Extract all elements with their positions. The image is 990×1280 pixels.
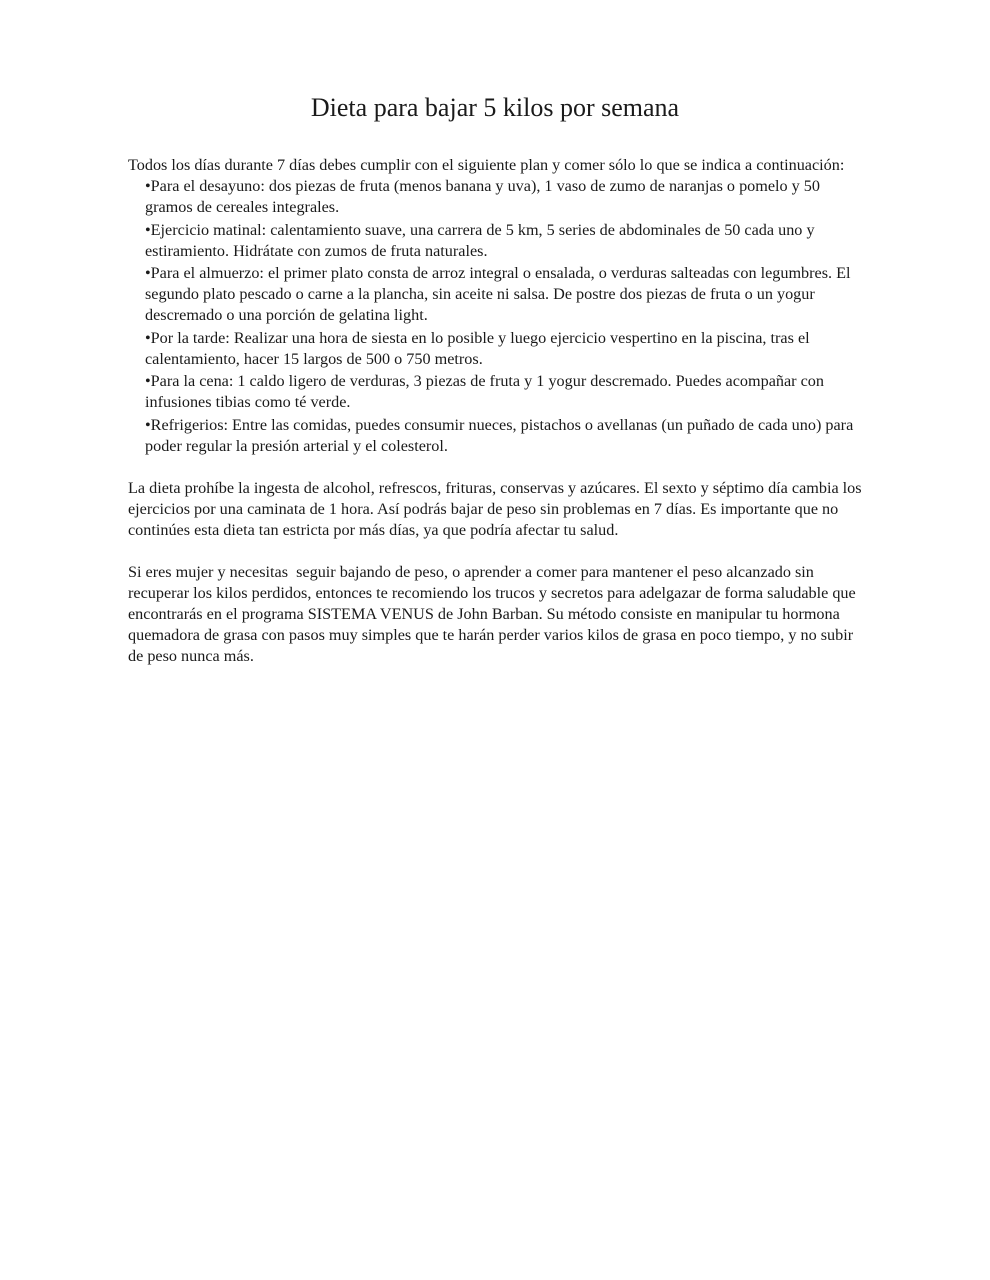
bullet-icon: • (145, 264, 151, 282)
list-item-text: Refrigerios: Entre las comidas, puedes consumir nueces, pistachos o avellanas (un puñado de cada uno) para poder regular la presión arterial y el colesterol. (145, 415, 854, 455)
recommendation-paragraph: Si eres mujer y necesitas seguir bajando de peso, o aprender a comer para mantener el peso alcanzado sin recuperar los kilos perdidos, entonces te recomiendo los trucos y secretos para adelgazar de forma saludable que encontrarás en el programa SISTEMA VENUS de John Barban. Su método consiste en manipular tu hormona quemadora de grasa con pasos muy simples que te harán perder varios kilos de grasa en poco tiempo, y no subir de peso nunca más. (128, 562, 860, 665)
bullet-icon: • (145, 372, 151, 390)
list-item-text: Para el desayuno: dos piezas de fruta (menos banana y uva), 1 vaso de zumo de naranjas o pomelo y 50 gramos de cereales integrales. (145, 177, 820, 216)
bullet-icon: • (145, 415, 151, 434)
list-item-dinner (145, 371, 860, 413)
intro-paragraph: Todos los días durante 7 días debes cumplir con el siguiente plan y comer sólo lo que se indica a continuación: (128, 156, 845, 174)
list-item-text: Para el almuerzo: el primer plato consta de arroz integral o ensalada, o verduras salteadas con legumbres. El segundo plato pescado o carne a la plancha, sin aceite ni salsa. De postre dos piezas de fruta o un yogur descremado o una porción de gelatina light. (145, 264, 851, 324)
restrictions-paragraph: La dieta prohíbe la ingesta de alcohol, refrescos, frituras, conservas y azúcares. El sexto y séptimo día cambia los ejercicios por una caminata de 1 hora. Así podrás bajar de peso sin problemas en 7 días. Es importante que no continúes esta dieta tan estricta por más días, ya que podría afectar tu salud. (128, 478, 862, 539)
list-item-lunch (145, 263, 860, 326)
list-item-morning-exercise (145, 220, 860, 262)
list-item-snacks (145, 415, 860, 457)
bullet-icon: • (145, 328, 151, 347)
diet-plan-list (145, 176, 860, 457)
list-item-breakfast (145, 176, 860, 218)
list-item-text: Por la tarde: Realizar una hora de siesta en lo posible y luego ejercicio vespertino en la piscina, tras el calentamiento, hacer 15 largos de 500 o 750 metros. (145, 328, 810, 368)
list-item-text: Para la cena: 1 caldo ligero de verduras, 3 piezas de fruta y 1 yogur descremado. Puedes acompañar con infusiones tibias como té verde. (145, 372, 824, 411)
document-title: Dieta para bajar 5 kilos por semana (310, 93, 680, 122)
list-item-text: Ejercicio matinal: calentamiento suave, una carrera de 5 km, 5 series de abdominales de 50 cada uno y estiramiento. Hidrátate con zumos de fruta naturales. (145, 220, 815, 260)
bullet-icon: • (145, 220, 151, 239)
list-item-afternoon (145, 328, 860, 370)
bullet-icon: • (145, 177, 151, 195)
document-body (128, 155, 868, 667)
